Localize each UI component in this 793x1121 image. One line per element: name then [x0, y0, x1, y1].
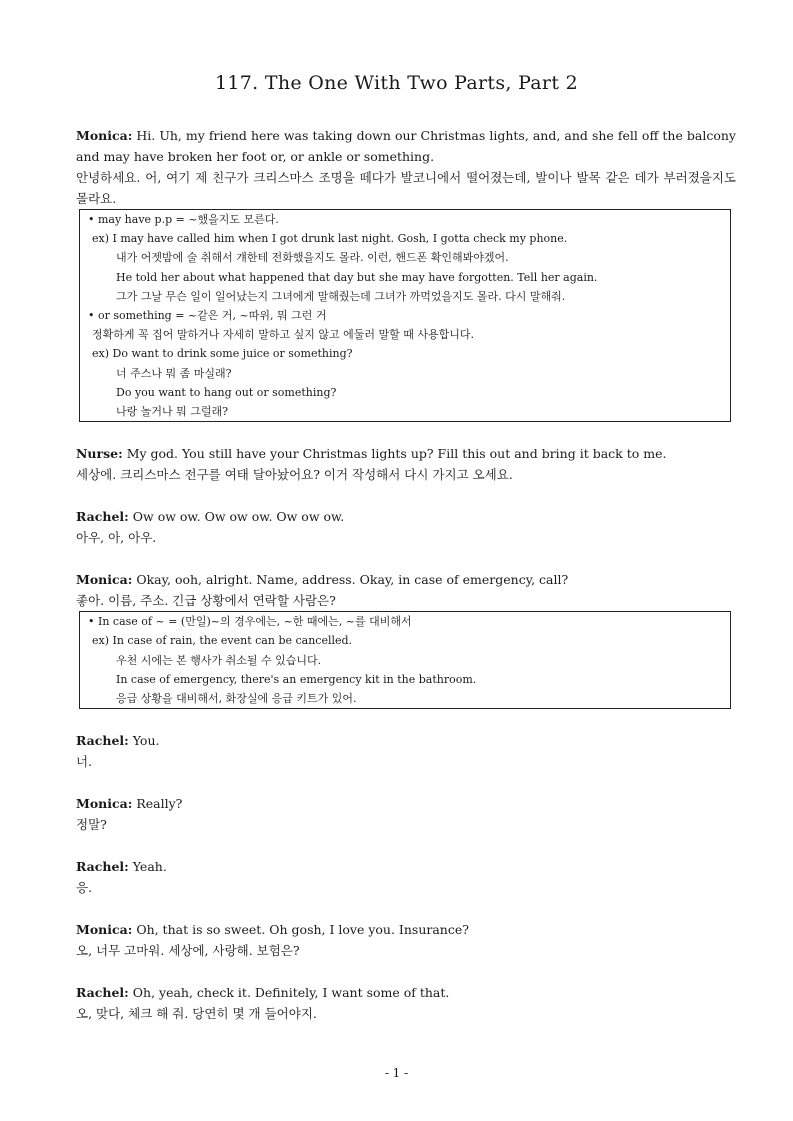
note-translation: 나랑 놀거나 뭐 그럴래? [116, 405, 229, 419]
speaker-name: Rachel: [76, 859, 129, 875]
note-heading: • may have p.p = ~했을지도 모른다. [88, 213, 279, 226]
speaker-name: Rachel: [76, 733, 129, 749]
speaker-name: Monica: [76, 796, 133, 812]
english-line [76, 856, 736, 877]
speaker-name: Monica: [76, 922, 133, 938]
note-example: Do you want to hang out or something? [116, 385, 337, 399]
dialogue-monica-2 [76, 569, 736, 611]
english-line [76, 569, 736, 590]
korean-line: 안녕하세요. 어, 여기 제 친구가 크리스마스 조명을 떼다가 발코니에서 떨어졌는데, 발이나 발목 같은 데가 부러졌을지도 몰라요. [76, 170, 736, 206]
speaker-name: Rachel: [76, 985, 129, 1001]
speaker-name: Monica: [76, 572, 133, 588]
english-line [76, 919, 736, 940]
note-heading: • or something = ~같은 거, ~따위, 뭐 그런 거 [88, 309, 327, 323]
english-text: You. [128, 733, 160, 749]
dialogue-nurse [76, 443, 736, 485]
note-example: ex) I may have called him when I got drunk last night. Gosh, I gotta check my phone. [92, 232, 568, 246]
page-title: 117. The One With Two Parts, Part 2 [215, 72, 578, 94]
korean-line: 아우, 아, 아우. [76, 530, 157, 546]
note-translation: 응급 상황을 대비해서, 화장실에 응급 키트가 있어. [116, 692, 357, 706]
note-translation: 내가 어젯밤에 술 취해서 걔한테 전화했을지도 몰라. 이런, 핸드폰 확인해봐야겠어. [116, 251, 509, 265]
note-example: ex) Do want to drink some juice or something? [92, 347, 353, 361]
dialogue-rachel-2 [76, 730, 736, 772]
note-example: In case of emergency, there's an emergency kit in the bathroom. [116, 672, 477, 686]
note-heading: • In case of ~ = (만일)~의 경우에는, ~한 때에는, ~를 대비해서 [88, 615, 412, 629]
speaker-name: Nurse: [76, 446, 123, 462]
note-translation: 그가 그날 무슨 일이 일어났는지 그녀에게 말해줬는데 그녀가 까먹었을지도 몰라. 다시 말해줘. [116, 289, 566, 303]
english-line [76, 443, 736, 464]
english-line [76, 730, 736, 751]
korean-line: 오, 너무 고마워. 세상에, 사랑해. 보험은? [76, 943, 300, 959]
note-box-may-have [79, 209, 731, 422]
note-translation: 너 주스나 뭐 좀 마실래? [116, 366, 232, 380]
dialogue-monica-1 [76, 125, 736, 209]
english-text: Oh, yeah, check it. Definitely, I want some of that. [128, 985, 450, 1001]
english-line [76, 982, 736, 1003]
english-line [76, 506, 736, 527]
note-example: He told her about what happened that day but she may have forgotten. Tell her again. [116, 270, 598, 284]
note-explanation: 정확하게 꼭 집어 말하거나 자세히 말하고 싶지 않고 에둘러 말할 때 사용합니다. [92, 328, 474, 342]
english-text: Hi. Uh, my friend here was taking down our Christmas lights, and, and she fell off the balcony and may have broken her foot or, or ankle or something. [76, 128, 736, 164]
note-example: ex) In case of rain, the event can be cancelled. [92, 634, 353, 648]
english-text: Ow ow ow. Ow ow ow. Ow ow ow. [128, 509, 345, 525]
script-content [76, 125, 736, 1045]
note-box-in-case-of [79, 611, 731, 709]
korean-line: 세상에. 크리스마스 전구를 여태 달아놨어요? 이거 작성해서 다시 가지고 오세요. [76, 467, 513, 483]
page-number: - 1 - [384, 1066, 409, 1080]
speaker-name: Monica: [76, 128, 133, 143]
korean-line: 좋아. 이름, 주소. 긴급 상황에서 연락할 사람은? [76, 593, 336, 609]
dialogue-monica-3 [76, 793, 736, 835]
dialogue-rachel-4 [76, 982, 736, 1024]
korean-line: 너. [76, 754, 93, 770]
dialogue-rachel-1 [76, 506, 736, 548]
english-text: Yeah. [128, 859, 167, 875]
korean-line: 오, 맞다, 체크 해 줘. 당연히 몇 개 들어야지. [76, 1006, 317, 1022]
english-line [76, 125, 736, 167]
speaker-name: Rachel: [76, 509, 129, 525]
english-text: Oh, that is so sweet. Oh gosh, I love you. Insurance? [132, 922, 469, 938]
korean-line: 정말? [76, 817, 107, 833]
english-text: Really? [132, 796, 183, 812]
english-text: Okay, ooh, alright. Name, address. Okay, in case of emergency, call? [132, 572, 569, 588]
english-text: My god. You still have your Christmas lights up? Fill this out and bring it back to me. [122, 446, 667, 462]
dialogue-monica-4 [76, 919, 736, 961]
korean-line: 응. [76, 880, 93, 896]
note-translation: 우천 시에는 본 행사가 취소될 수 있습니다. [116, 653, 322, 667]
dialogue-rachel-3 [76, 856, 736, 898]
english-line [76, 793, 736, 814]
